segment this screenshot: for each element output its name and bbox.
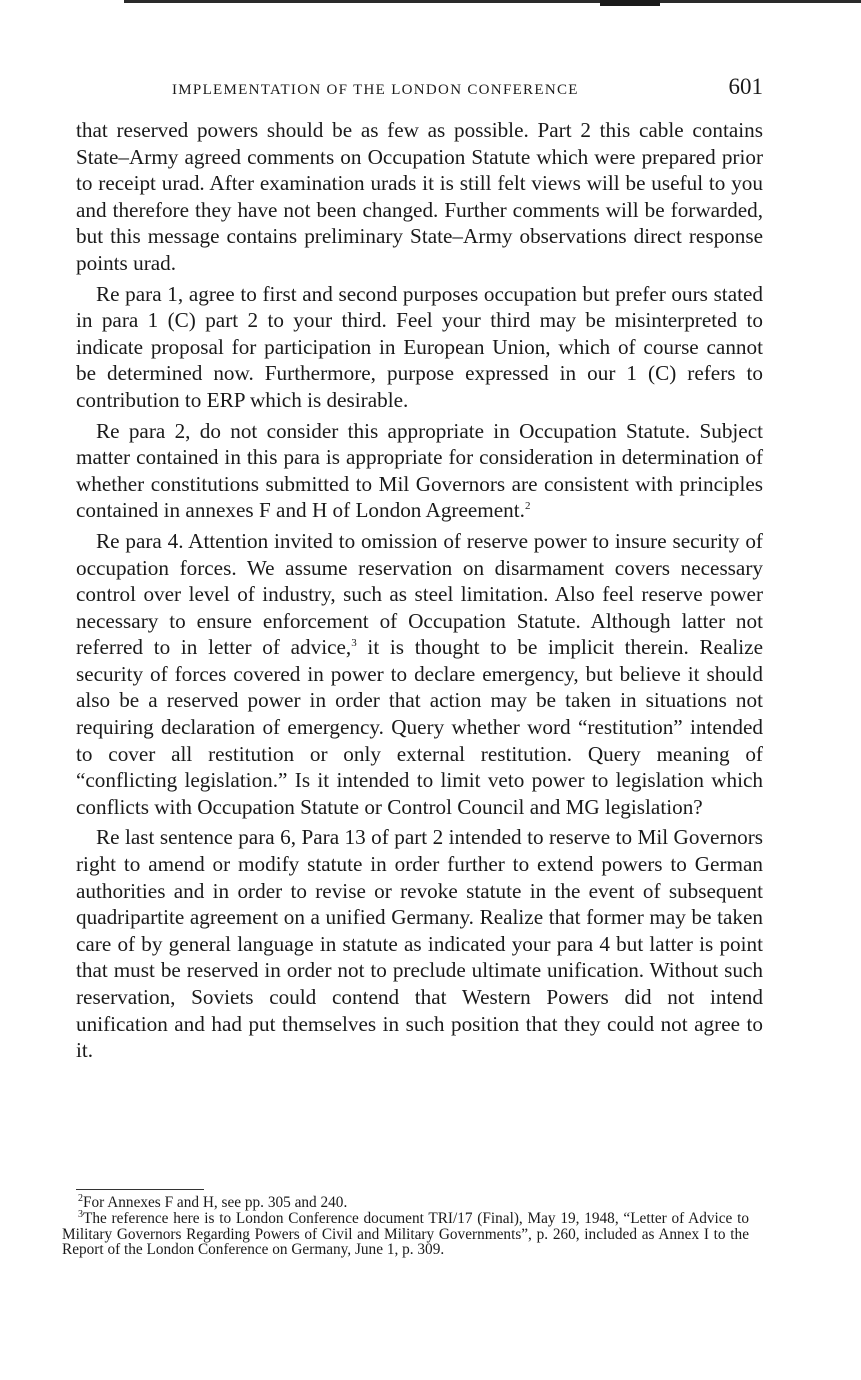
footnote-rule <box>76 1189 204 1190</box>
paragraph <box>76 528 763 821</box>
footnote-reference: 3 <box>351 637 357 650</box>
footnote-text: The reference here is to London Conference document TRI/17 (Final), May 19, 1948, “Letter of Advice to Military Governors Regarding Powers of Civil and Military Governments”, p. 260, included as Annex I to the Report of the London Conference on Germany, June 1, p. 309. <box>62 1209 749 1259</box>
footnote <box>62 1192 749 1211</box>
paragraph-text: Re para 2, do not consider this appropriate in Occupation Statute. Subject matter contained in this para is appropriate for consideration in determination of whether constitutions submitted to Mil Governors are consistent with principles contained in annexes F and H of London Agreement. <box>76 418 763 523</box>
page-number: 601 <box>728 74 763 99</box>
paragraph: Re last sentence para 6, Para 13 of part 2 intended to reserve to Mil Governors right to amend or modify statute in order further to extend powers to German authorities and in order to revise or revoke statute in the event of subsequent quadripartite agreement on a unified Germany. Realize that former may be taken care of by general language in statute as indicated your para 4 but latter is point that must be reserved in order not to preclude ultimate unification. Without such reservation, Soviets could contend that Western Powers did not intend unification and had put themselves in such position that they could not agree to it. <box>76 825 763 1063</box>
footnote <box>62 1208 749 1259</box>
paragraph <box>76 418 763 524</box>
top-mark <box>600 0 660 6</box>
top-rule <box>124 0 861 3</box>
footnote-text: For Annexes F and H, see pp. 305 and 240. <box>83 1194 348 1211</box>
paragraph-text: it is thought to be implicit therein. Realize security of forces covered in power to declare emergency, but believe it should also be a reserved power in order that action may be taken in situations not requiring declaration of emergency. Query whether word “restitution” intended to cover all restitution or only external restitution. Query meaning of “conflicting legislation.” Is it intended to limit veto power to legislation which conflicts with Occupation Statute or Control Council and MG legislation? <box>76 635 763 819</box>
paragraph-text: Re para 4. Attention invited to omission of reserve power to insure security of occupation forces. We assume reservation on disarmament covers necessary control over level of industry, such as steel limitation. Also feel reserve power necessary to ensure enforcement of Occupation Statute. Although latter not referred to in letter of advice, <box>76 528 763 660</box>
running-head: IMPLEMENTATION OF THE LONDON CONFERENCE <box>172 82 579 98</box>
body-text <box>76 117 763 1068</box>
paragraph: Re para 1, agree to first and second purposes occupation but prefer ours stated in para 1 (C) part 2 to your third. Feel your third may be misinterpreted to indicate proposal for participation in European Union, which of course cannot be determined now. Furthermore, purpose expressed in our 1 (C) refers to contribution to ERP which is desirable. <box>76 281 763 412</box>
footnote-reference: 2 <box>524 500 531 513</box>
footnotes <box>62 1192 749 1259</box>
footnote-marker: 2 <box>78 1192 83 1204</box>
paragraph: that reserved powers should be as few as possible. Part 2 this cable contains State–Army agreed comments on Occupation Statute which were prepared prior to receipt urad. After examination urads it is still felt views will be useful to you and therefore they have not been changed. Further comments will be forwarded, but this message contains preliminary State–Army observations direct response points urad. <box>76 118 763 275</box>
page-header <box>76 74 763 106</box>
footnote-marker: 3 <box>78 1208 83 1220</box>
